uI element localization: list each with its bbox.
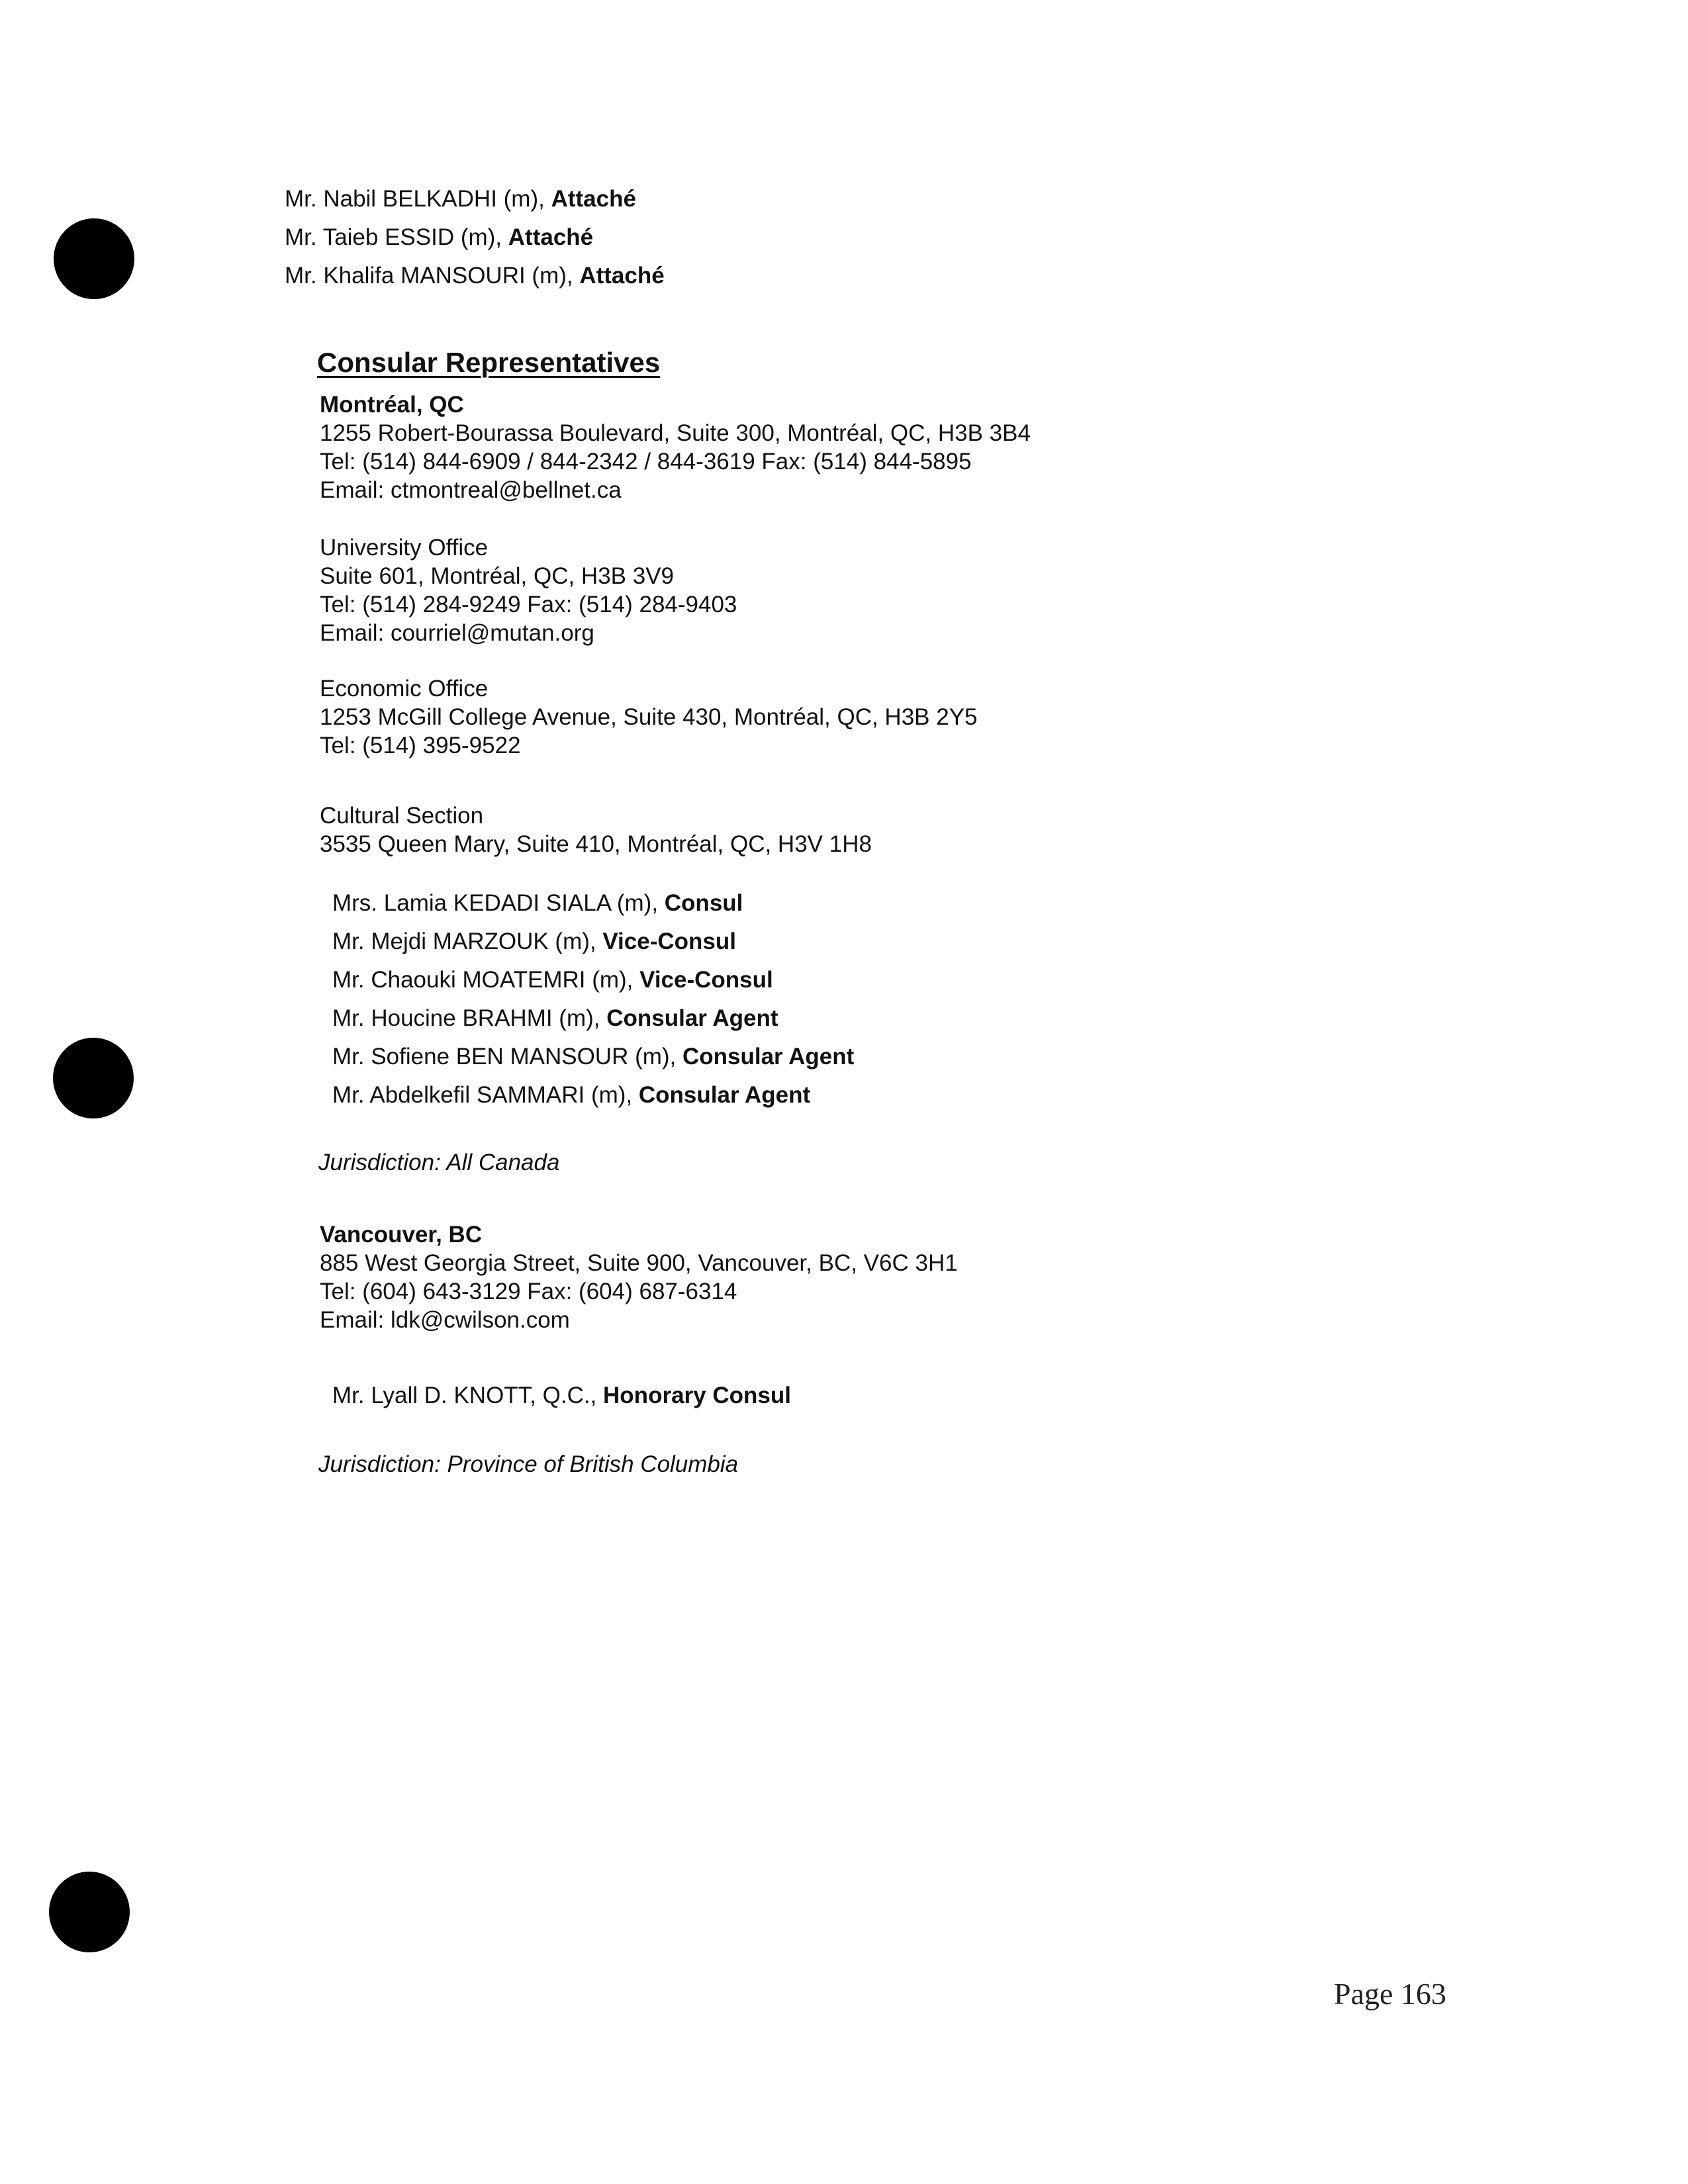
page-number: Page 163 xyxy=(1334,1977,1446,2011)
staff-name: Mr. Houcine BRAHMI (m), xyxy=(332,1005,607,1031)
email: Email: ctmontreal@bellnet.ca xyxy=(320,477,622,503)
staff-entry xyxy=(285,257,665,295)
staff-name: Mr. Lyall D. KNOTT, Q.C., xyxy=(332,1383,604,1408)
staff-entry xyxy=(285,180,665,218)
staff-title: Consul xyxy=(664,890,743,916)
staff-entry xyxy=(332,999,854,1038)
montreal-consulate-block xyxy=(320,390,1031,504)
staff-entry xyxy=(332,923,854,961)
staff-entry xyxy=(332,961,854,999)
staff-entry xyxy=(332,1038,854,1076)
email: Email: courriel@mutan.org xyxy=(320,620,594,646)
section-heading: Consular Representatives xyxy=(317,347,661,378)
address: 1253 McGill College Avenue, Suite 430, Montréal, QC, H3B 2Y5 xyxy=(320,704,978,730)
city-name: Vancouver, BC xyxy=(320,1222,483,1248)
staff-name: Mr. Taieb ESSID (m), xyxy=(285,224,508,250)
staff-name: Mr. Sofiene BEN MANSOUR (m), xyxy=(332,1044,682,1069)
staff-entry xyxy=(332,1377,791,1415)
montreal-jurisdiction: Jurisdiction: All Canada xyxy=(318,1150,560,1175)
telephone: Tel: (514) 284-9249 Fax: (514) 284-9403 xyxy=(320,592,737,617)
address: 3535 Queen Mary, Suite 410, Montréal, QC, H3V 1H8 xyxy=(320,831,872,857)
staff-title: Attaché xyxy=(508,224,594,250)
staff-name: Mr. Khalifa MANSOURI (m), xyxy=(285,263,580,289)
staff-name: Mr. Abdelkefil SAMMARI (m), xyxy=(332,1082,639,1108)
staff-entry xyxy=(332,884,854,923)
staff-entry xyxy=(332,1076,854,1115)
montreal-staff-list xyxy=(332,884,854,1115)
staff-title: Consular Agent xyxy=(606,1005,778,1031)
address: 885 West Georgia Street, Suite 900, Vancouver, BC, V6C 3H1 xyxy=(320,1250,958,1276)
staff-name: Mrs. Lamia KEDADI SIALA (m), xyxy=(332,890,665,916)
staff-title: Honorary Consul xyxy=(603,1383,791,1408)
address: 1255 Robert-Bourassa Boulevard, Suite 300, Montréal, QC, H3B 3B4 xyxy=(320,420,1031,446)
staff-title: Attaché xyxy=(551,186,636,212)
punch-hole xyxy=(49,1872,130,1952)
staff-name: Mr. Chaouki MOATEMRI (m), xyxy=(332,967,640,993)
cultural-section-block xyxy=(320,801,872,858)
vancouver-consulate-block xyxy=(320,1220,958,1334)
punch-hole xyxy=(53,1038,134,1118)
staff-title: Attaché xyxy=(579,263,665,289)
staff-title: Vice-Consul xyxy=(602,929,736,954)
telephone: Tel: (604) 643-3129 Fax: (604) 687-6314 xyxy=(320,1279,737,1304)
staff-entry xyxy=(285,218,665,257)
address: Suite 601, Montréal, QC, H3B 3V9 xyxy=(320,563,674,589)
staff-title: Consular Agent xyxy=(638,1082,811,1108)
office-name: University Office xyxy=(320,535,489,561)
telephone: Tel: (514) 395-9522 xyxy=(320,733,521,758)
city-name: Montréal, QC xyxy=(320,392,464,418)
staff-title: Vice-Consul xyxy=(639,967,773,993)
vancouver-jurisdiction: Jurisdiction: Province of British Columbia xyxy=(318,1451,739,1477)
top-staff-list xyxy=(285,180,665,295)
staff-name: Mr. Nabil BELKADHI (m), xyxy=(285,186,551,212)
office-name: Cultural Section xyxy=(320,803,484,829)
staff-name: Mr. Mejdi MARZOUK (m), xyxy=(332,929,603,954)
punch-hole xyxy=(54,218,134,299)
economic-office-block xyxy=(320,674,978,760)
telephone: Tel: (514) 844-6909 / 844-2342 / 844-3619 Fax: (514) 844-5895 xyxy=(320,449,972,475)
office-name: Economic Office xyxy=(320,676,489,702)
vancouver-staff-list xyxy=(332,1377,791,1415)
email: Email: ldk@cwilson.com xyxy=(320,1307,570,1333)
staff-title: Consular Agent xyxy=(682,1044,855,1069)
university-office-block xyxy=(320,533,737,647)
